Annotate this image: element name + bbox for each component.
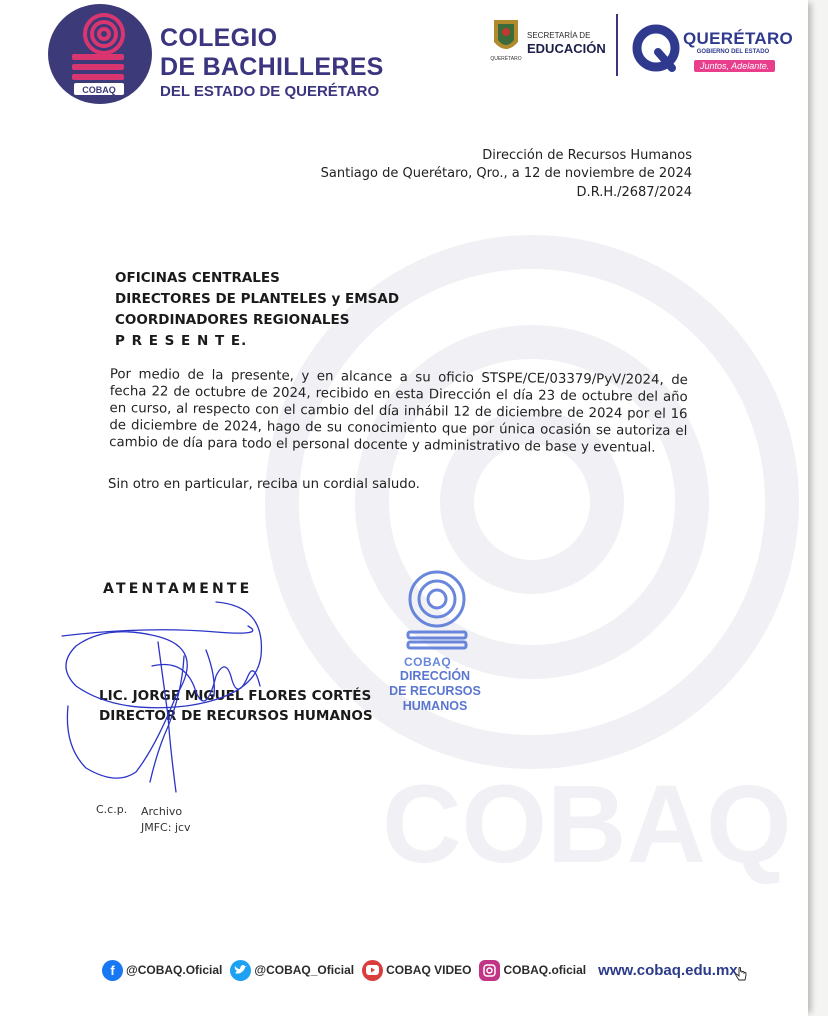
instagram-handle: COBAQ.oficial [503, 963, 587, 977]
institution-line2: DE BACHILLERES [160, 53, 384, 81]
cobaq-logo [48, 4, 152, 104]
facebook-handle: @COBAQ.Oficial [126, 963, 223, 977]
secretaria-educacion [527, 31, 606, 56]
initials-line: JMFC: jcv [141, 821, 191, 834]
addressee-line: DIRECTORES DE PLANTELES y EMSAD [115, 291, 400, 307]
website-link[interactable]: www.cobaq.edu.mx [598, 961, 738, 979]
secretaria-line1: SECRETARÍA DE [527, 31, 591, 40]
footer-social [102, 958, 747, 982]
footer-twitter[interactable] [230, 960, 354, 981]
letter-body: Por medio de la presente, y en alcance a su oficio STSPE/CE/03379/PyV/2024, de fecha 22 de octubre de 2024, recibido en esta Dirección el día 23 de octubre del año en curso, al respecto con el cambio del día inhábil 12 de diciembre de 2024 por el 16 de diciembre de 2024, hago de su conocimiento que por única ocasión se autoriza el cambio de día para todo el personal docente y administrativo de base y eventual. [109, 366, 688, 456]
handwritten-signature [56, 596, 286, 826]
seal-caption: QUERÉTARO [490, 56, 522, 62]
stamp-line2: DE RECURSOS [389, 684, 481, 698]
watermark-text: COBAQ [382, 763, 792, 886]
instagram-icon [479, 960, 500, 981]
facebook-icon: f [102, 960, 123, 981]
header-divider [616, 14, 618, 76]
youtube-icon [362, 960, 383, 981]
reference-number: D.R.H./2687/2024 [576, 185, 692, 200]
stamp-logo-icon [404, 570, 470, 656]
institution-line1: COLEGIO [160, 24, 278, 52]
place-date-line: Santiago de Querétaro, Qro., a 12 de noviembre de 2024 [320, 166, 692, 181]
signer-name: LIC. JORGE MIGUEL FLORES CORTÉS [99, 688, 372, 704]
logo-badge-text: COBAQ [82, 85, 116, 95]
ccp-label: C.c.p. [96, 803, 128, 816]
signer-title: DIRECTOR DE RECURSOS HUMANOS [99, 708, 373, 724]
stamp-text [372, 669, 498, 714]
addressee-line: COORDINADORES REGIONALES [115, 312, 350, 328]
footer-instagram[interactable] [479, 960, 586, 981]
closing-line: Sin otro en particular, reciba un cordial saludo. [108, 477, 420, 492]
secretaria-line2: EDUCACIÓN [527, 41, 606, 56]
ccp-file: Archivo [141, 805, 183, 818]
attentively-label: ATENTAMENTE [103, 581, 253, 597]
state-subtitle: GOBIERNO DEL ESTADO [696, 49, 770, 55]
footer-youtube[interactable] [362, 960, 471, 981]
queretaro-logo-text [683, 29, 793, 57]
institution-name [160, 24, 384, 101]
addressee-line: OFICINAS CENTRALES [115, 270, 280, 286]
queretaro-q-icon [632, 24, 680, 72]
state-name: QUERÉTARO [683, 29, 794, 48]
stamp-badge: COBAQ [404, 655, 452, 669]
hand-cursor-icon [735, 967, 747, 983]
twitter-icon [230, 960, 251, 981]
cobaq-logo-icon [48, 4, 152, 104]
state-seal-icon [489, 16, 523, 62]
stamp-line3: HUMANOS [402, 699, 468, 713]
institution-line3: DEL ESTADO DE QUERÉTARO [160, 83, 380, 100]
stamp-line1: DIRECCIÓN [399, 669, 471, 683]
department-line: Dirección de Recursos Humanos [482, 148, 692, 163]
addressee-line: P R E S E N T E. [115, 333, 248, 349]
state-slogan-badge: Juntos, Adelante. [694, 60, 775, 72]
addressee-block [115, 268, 399, 352]
twitter-handle: @COBAQ_Oficial [254, 963, 355, 977]
footer-facebook[interactable] [102, 960, 222, 981]
youtube-channel: COBAQ VIDEO [386, 963, 472, 977]
